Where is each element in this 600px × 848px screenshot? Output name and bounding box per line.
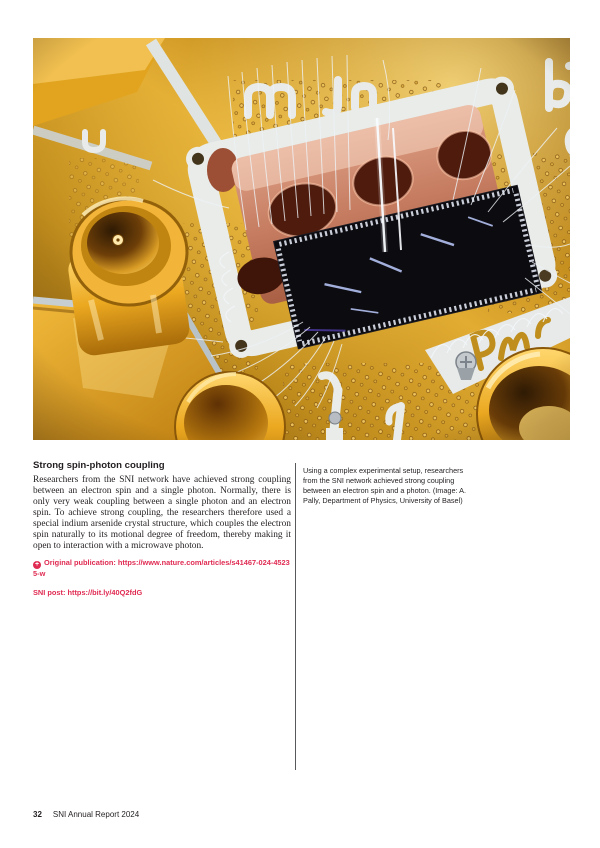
article-links (33, 558, 291, 597)
article-body: Researchers from the SNI network have achieved strong coupling between an electron spin and a single photon. Normally, there is only very weak coupling between a single photon and an electron spin. To achieve strong coupling, the researchers therefore used a special indium arsenide crystal structure, which couples the electron spin naturally to its motional degree of freedom, thereby making it open to interaction with a microwave photon. (33, 475, 291, 551)
article-heading: Strong spin-photon coupling (33, 460, 165, 471)
link-url[interactable]: https://bit.ly/40Q2fdG (67, 587, 143, 597)
link-label: SNI post: (33, 587, 66, 597)
caption-column (303, 466, 471, 506)
column-divider (295, 463, 296, 770)
link-url[interactable]: https://www.nature.com/articles/s41467-024-45235-w (33, 558, 290, 578)
article-column (33, 460, 291, 597)
link-label: Original publication: (44, 558, 116, 567)
original-publication-link[interactable] (33, 558, 291, 579)
footer-report-title: SNI Annual Report 2024 (52, 810, 140, 819)
page-number: 32 (33, 810, 42, 819)
pcb-chip-photo-illustration (33, 38, 570, 440)
image-caption: Using a complex experimental setup, researchers from the SNI network achieved strong coupling between an electron spin and a photon. (Image: A. Pally, Department of Physics, University of Basel) (303, 466, 467, 505)
plus-circle-icon: + (34, 561, 40, 568)
article-photo (33, 38, 570, 440)
sni-post-link[interactable] (33, 588, 291, 598)
page-footer (33, 810, 139, 820)
